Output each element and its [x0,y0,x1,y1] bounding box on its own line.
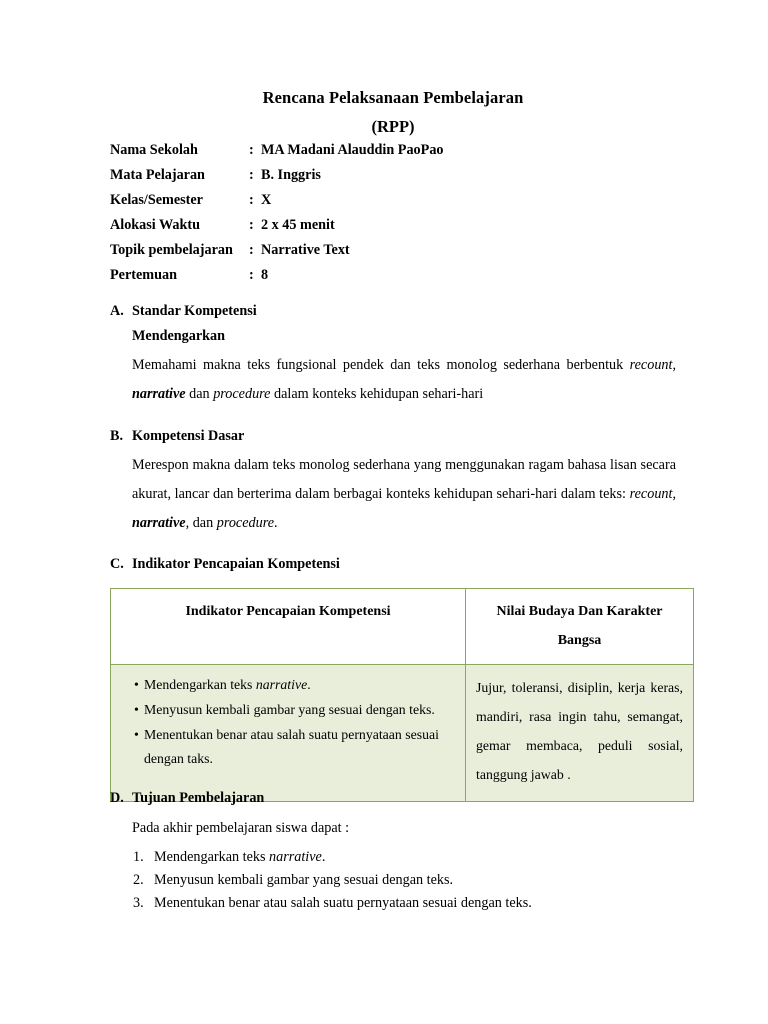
meta-value: 8 [261,267,269,283]
table-header-row [111,589,694,665]
list-item-text-after: . [307,677,311,692]
document-metadata [110,142,680,292]
paragraph-italic-procedure: procedure [216,515,275,531]
section-title: Standar Kompetensi [132,303,257,319]
indikator-table-wrapper [110,588,683,802]
meta-row-topik-pembelajaran [110,242,680,267]
meta-value: MA Madani Alauddin PaoPao [261,142,444,158]
paragraph-text: , dan [185,515,217,531]
list-item [135,698,457,722]
title-block [110,83,676,141]
list-item-number: 3. [133,895,144,911]
meta-separator: : [249,242,254,258]
section-letter: A. [110,303,124,319]
section-heading [110,556,676,573]
table-header-nilai-budaya [466,589,694,665]
table-cell-nilai-budaya: Jujur, toleransi, disiplin, kerja keras, mandiri, rasa ingin tahu, semangat, gemar membaca, peduli sosial, tanggung jawab . [466,665,694,802]
paragraph-italic-recount: recount, [629,486,676,502]
meta-separator: : [249,192,254,208]
paragraph-text: dan [185,386,214,402]
list-item [133,892,676,915]
list-item-italic: narrative [255,677,308,692]
section-letter: C. [110,556,124,572]
section-title: Indikator Pencapaian Kompetensi [132,556,340,572]
tujuan-intro: Pada akhir pembelajaran siswa dapat : [132,820,350,836]
section-paragraph [132,451,676,538]
list-item-number: 1. [133,849,144,865]
section-title: Tujuan Pembelajaran [132,790,265,806]
section-paragraph [132,351,676,409]
meta-label: Topik pembelajaran [110,242,233,258]
section-tujuan-pembelajaran [110,790,676,915]
list-item-text: Menentukan benar atau salah suatu pernyataan sesuai dengan teks. [154,895,532,911]
meta-label: Nama Sekolah [110,142,198,158]
meta-row-kelas-semester [110,192,680,217]
meta-row-alokasi-waktu [110,217,680,242]
list-item [135,723,457,771]
meta-row-pertemuan [110,267,680,292]
list-item-text-after: . [321,849,326,865]
page-title: Rencana Pelaksanaan Pembelajaran [262,88,524,107]
meta-separator: : [249,217,254,233]
section-letter: B. [110,428,124,444]
indikator-table [110,588,694,802]
meta-value: B. Inggris [261,167,321,183]
section-standar-kompetensi [110,303,676,409]
list-item-text-wrap [154,846,676,869]
list-item-text: Menyusun kembali gambar yang sesuai dengan teks. [144,702,435,717]
list-item-text: Menentukan benar atau salah suatu pernyataan sesuai dengan taks. [144,727,439,766]
section-heading [110,790,676,807]
list-item [133,846,676,869]
meta-separator: : [249,142,254,158]
meta-label: Alokasi Waktu [110,217,201,233]
paragraph-italic-procedure: procedure [213,386,271,402]
meta-label: Pertemuan [110,267,177,283]
paragraph-italic-recount: recount, [629,357,676,373]
meta-separator: : [249,167,254,183]
page-subtitle: (RPP) [371,117,415,136]
section-heading [110,303,676,320]
list-item [135,673,457,697]
section-indikator-pencapaian [110,556,676,573]
table-header-indikator: Indikator Pencapaian Kompetensi [111,589,466,665]
table-cell-indikator-list [111,665,466,802]
section-subheading: Mendengarkan [132,328,226,344]
section-title: Kompetensi Dasar [132,428,245,444]
meta-value: Narrative Text [261,242,350,258]
section-letter: D. [110,790,124,806]
meta-value: 2 x 45 menit [261,217,335,233]
list-item-number: 2. [133,872,144,888]
meta-label: Kelas/Semester [110,192,203,208]
list-item-text: Mendengarkan teks [144,677,256,692]
meta-value: X [261,192,272,208]
meta-row-mata-pelajaran [110,167,680,192]
list-item [133,869,676,892]
meta-separator: : [249,267,254,283]
paragraph-text: . [274,515,278,531]
meta-row-nama-sekolah [110,142,680,167]
tujuan-list [110,846,676,915]
paragraph-text: Merespon makna dalam teks monolog sederhana yang menggunakan ragam bahasa lisan secara akurat, lancar dan berterima dalam berbagai konteks kehidupan sehari-hari dalam teks: [132,457,676,502]
paragraph-bold-italic-narrative: narrative [132,386,186,402]
indikator-list [119,673,457,771]
paragraph-text: Memahami makna teks fungsional pendek dan teks monolog sederhana berbentuk [132,357,630,373]
list-item-italic: narrative [269,849,322,865]
table-row [111,665,694,802]
list-item-text: Menyusun kembali gambar yang sesuai dengan teks. [154,872,454,888]
section-kompetensi-dasar [110,428,676,538]
paragraph-text: dalam konteks kehidupan sehari-hari [270,386,484,402]
table-header-line1: Nilai Budaya Dan Karakter [496,604,663,619]
paragraph-bold-italic-narrative: narrative [132,515,186,531]
section-heading [110,428,676,445]
list-item-text: Mendengarkan teks [154,849,270,865]
table-header-line2: Bangsa [557,633,602,648]
meta-label: Mata Pelajaran [110,167,205,183]
